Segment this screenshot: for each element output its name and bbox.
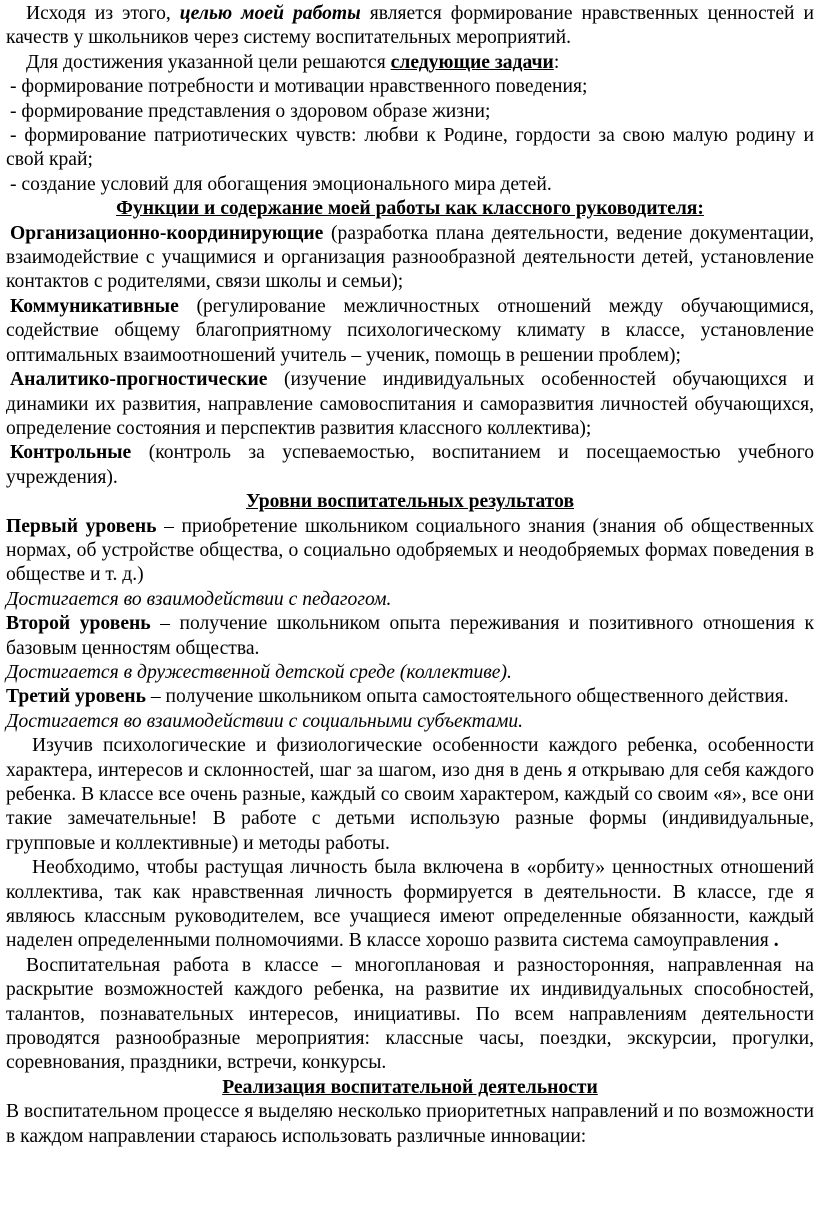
goal-paragraph — [6, 2, 814, 51]
body-paragraph: Воспитательная работа в классе – многоплановая и разносторонняя, направленная на раскрытие возможностей каждого ребенка, на развитие их индивидуальных способностей, талантов, познавательных интересов, инициативы. По всем направлениям деятельности проводятся разнообразные мероприятия: классные часы, поездки, экскурсии, прогулки, соревнования, праздники, встречи, конкурсы. — [6, 954, 814, 1074]
goal-emphasis: целью моей работы — [179, 3, 361, 24]
levels-heading: Уровни воспитательных результатов — [245, 491, 575, 513]
task-item: - формирование патриотических чувств: любви к Родине, гордости за свою малую родину и свой край; — [6, 125, 814, 171]
tasks-intro-text: Для достижения указанной цели решаются — [26, 51, 391, 73]
body-paragraph: Изучив психологические и физиологические особенности каждого ребенка, особенности характера, интересов и склонностей, шаг за шагом, изо дня в день я открываю для себя каждого ребенка. В классе все очень разные, каждый со своим характером, каждый со своим «я», все они такие замечательные! В работе с детьми использую разные формы (индивидуальные, групповые и коллективные) и методы работы. — [6, 735, 814, 854]
tasks-colon: : — [553, 51, 560, 73]
body-paragraph-text: Необходимо, чтобы растущая личность была включена в «орбиту» ценностных отношений коллектива, так как нравственная личность формируется в деятельности. В классе, где я являюсь классным руководителем, все учащиеся имеют определенные обязанности, каждый наделен определенными полномочиями. В классе хорошо развита система самоуправления — [6, 857, 814, 952]
level-item — [6, 515, 814, 588]
level-text: – приобретение школьником социального знания (знания об общественных нормах, об устройстве общества, о социально одобряемых и неодобряемых формах поведения в обществе и т. д.) — [6, 515, 814, 586]
functions-heading: Функции и содержание моей работы как классного руководителя: — [116, 198, 704, 220]
function-text: (контроль за успеваемостью, воспитанием и посещаемостью учебного учреждения). — [6, 442, 814, 488]
tasks-intro — [6, 51, 814, 75]
level-note: Достигается в дружественной детской среде (коллективе). — [6, 661, 512, 683]
function-term: Контрольные — [10, 442, 132, 464]
level-text: – получение школьником опыта самостоятельного общественного действия. — [145, 686, 789, 708]
level-text: – получение школьником опыта переживания и позитивного отношения к базовым ценностям общества. — [6, 613, 815, 659]
function-term: Коммуникативные — [10, 295, 179, 317]
level-note: Достигается во взаимодействии с педагогом. — [6, 588, 392, 610]
realization-text: В воспитательном процессе я выделяю несколько приоритетных направлений и по возможности в каждом направлении стараюсь использовать различные инновации: — [6, 1101, 814, 1147]
level-term: Третий уровень — [6, 686, 146, 708]
function-text: (регулирование межличностных отношений между обучающимися, содействие общему благоприятному психологическому климату в классе, установление оптимальных взаимоотношений учитель – ученик, помощь в решении проблем); — [6, 295, 814, 366]
function-term: Аналитико-прогностические — [10, 369, 268, 391]
realization-heading: Реализация воспитательной деятельности — [222, 1076, 598, 1098]
function-item — [6, 368, 814, 441]
goal-text-end: является формирование нравственных ценностей и качеств у школьников через систему воспитательных мероприятий. — [6, 3, 814, 49]
function-item — [6, 222, 814, 295]
function-text: (разработка плана деятельности, ведение документации, взаимодействие с учащимися и организация разнообразной деятельности детей, установление контактов с родителями, связи школы и семьи); — [6, 222, 814, 293]
tasks-emphasis: следующие задачи — [390, 51, 554, 73]
level-term: Первый уровень — [6, 515, 157, 537]
body-paragraph-end: . — [773, 930, 779, 952]
task-item: - создание условий для обогащения эмоционального мира детей. — [10, 173, 552, 195]
function-item — [6, 441, 814, 490]
function-item — [6, 295, 814, 368]
body-paragraph — [6, 856, 814, 954]
goal-text-start: Исходя из этого, — [26, 3, 180, 24]
task-item: - формирование потребности и мотивации нравственного поведения; — [10, 76, 588, 98]
function-term: Организационно-координирующие — [10, 222, 324, 244]
level-item — [6, 685, 814, 709]
function-text: (изучение индивидуальных особенностей обучающихся и динамики их развития, направление самовоспитания и саморазвития личностей обучающихся, определение состояния и перспектив развития классного коллектива); — [6, 369, 814, 439]
level-term: Второй уровень — [6, 613, 151, 635]
task-item: - формирование представления о здоровом образе жизни; — [10, 100, 491, 122]
level-item — [6, 612, 814, 661]
level-note: Достигается во взаимодействии с социальными субъектами. — [6, 710, 524, 732]
